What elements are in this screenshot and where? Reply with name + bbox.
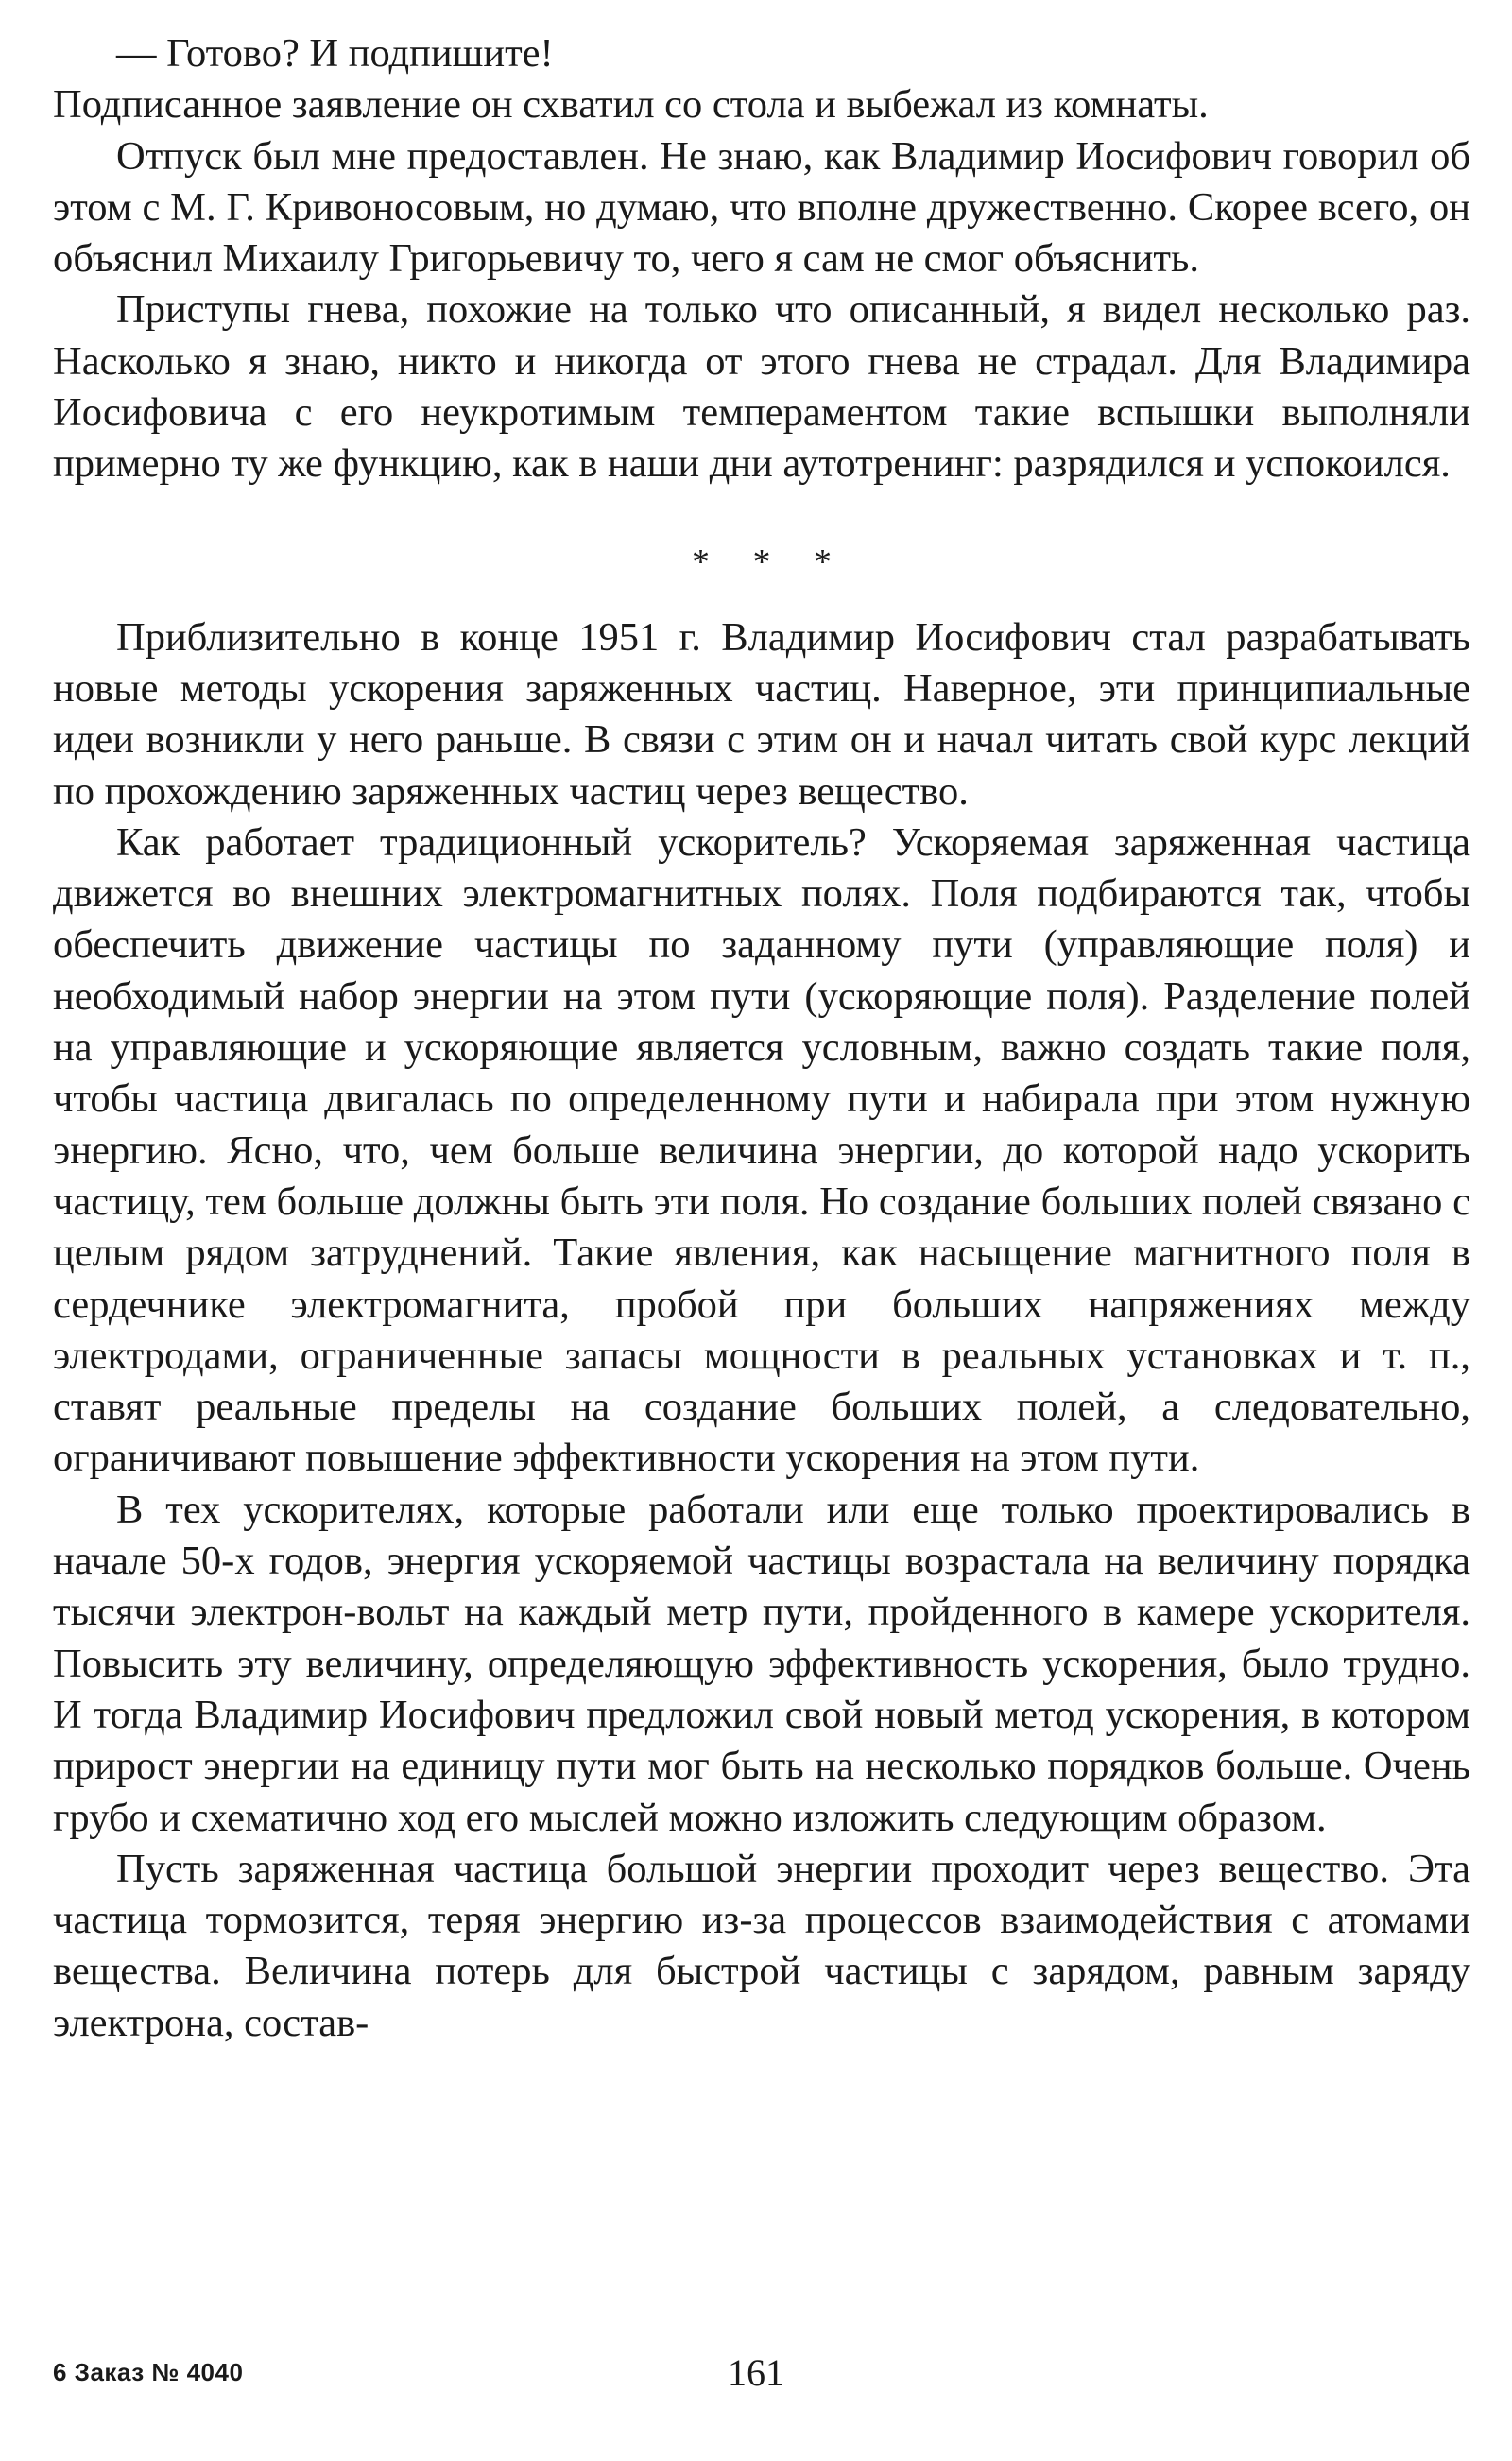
paragraph: В тех ускорителях, которые работали или еще только проектировались в начале 50-х годов, энергия ускоряемой частицы возрастала на величину порядка тысячи электрон-вольт на каждый метр пути, пройденного в камере ускорителя. Повысить эту величину, определяющую эффективность ускорения, было трудно. И тогда Владимир Иосифович предложил свой новый метод ускорения, в котором прирост энергии на единицу пути мог быть на несколько порядков больше. Очень грубо и схематично ход его мыслей можно изложить следующим образом. — [53, 1487, 1470, 1840]
printing-signature: 6 Заказ № 4040 — [53, 2358, 244, 2386]
page-number: 161 — [728, 2351, 784, 2394]
paragraph: Отпуск был мне предоставлен. Не знаю, как Владимир Иосифович говорил об этом с М. Г. Кривоносовым, но думаю, что вполне дружественно. Скорее всего, он объяснил Михаилу Григорьевичу то, чего я сам не смог объяснить. — [53, 133, 1470, 282]
paragraph: Приступы гнева, похожие на только что описанный, я видел несколько раз. Насколько я знаю, никто и никогда от этого гнева не страдал. Для Владимира Иосифовича с его неукротимым темпераментом такие вспышки выполняли примерно ту же функцию, как в наши дни аутотренинг: разрядился и успокоился. — [53, 287, 1470, 487]
page-footer — [0, 2350, 1512, 2407]
body-text — [53, 28, 1470, 2049]
paragraph: Подписанное заявление он схватил со стола и выбежал из комнаты. — [53, 82, 1209, 128]
paragraph: — Готово? И подпишите! — [116, 31, 554, 76]
paragraph: Как работает традиционный ускоритель? Ускоряемая заряженная частица движется во внешних электромагнитных полях. Поля подбираются так, чтобы обеспечить движение частицы по заданному пути (управляющие поля) и необходимый набор энергии на этом пути (ускоряющие поля). Разделение полей на управляющие и ускоряющие является условным, важно создать такие поля, чтобы частица двигалась по определенному пути и набирала при этом нужную энергию. Ясно, что, чем больше величина энергии, до которой надо ускорить частицу, тем больше должны быть эти поля. Но создание больших полей связано с целым рядом затруднений. Такие явления, как насыщение магнитного поля в сердечнике электромагнита, пробой при больших напряжениях между электродами, ограниченные запасы мощности в реальных установках и т. п., ставят реальные пределы на создание больших полей, а следовательно, ограничивают повышение эффективности ускорения на этом пути. — [53, 819, 1470, 1481]
paragraph: Пусть заряженная частица большой энергии проходит через вещество. Эта частица тормозится, теряя энергию из-за процессов взаимодействия с атомами вещества. Величина потерь для быстрой частицы с зарядом, равным заряду электрона, состав- — [53, 1846, 1470, 2045]
paragraph: Приблизительно в конце 1951 г. Владимир Иосифович стал разрабатывать новые методы ускорения заряженных частиц. Наверное, эти принципиальные идеи возникли у него раньше. В связи с этим он и начал читать свой курс лекций по прохождению заряженных частиц через вещество. — [53, 614, 1470, 814]
section-break: * * * — [692, 542, 849, 582]
